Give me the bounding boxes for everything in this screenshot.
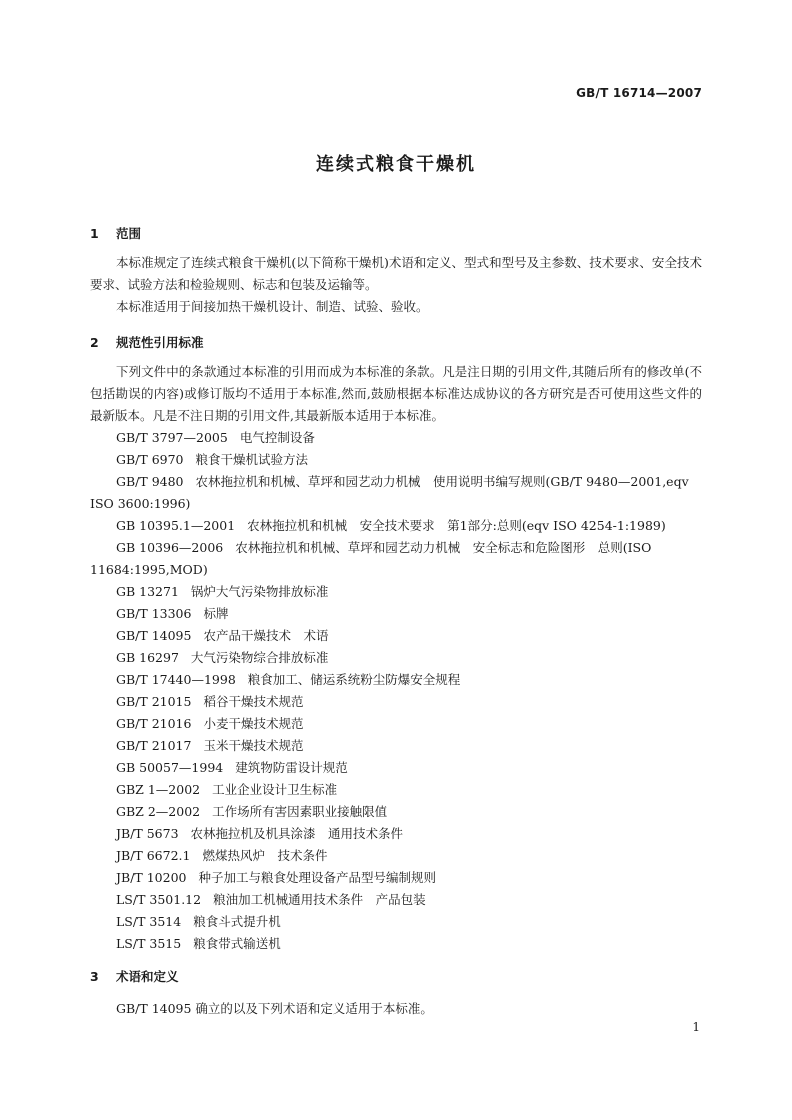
reference-item: GBZ 2—2002 工作场所有害因素职业接触限值 (116, 804, 388, 819)
reference-item: GB/T 13306 标牌 (116, 606, 229, 621)
section-title: 术语和定义 (116, 969, 179, 984)
reference-item: JB/T 10200 种子加工与粮食处理设备产品型号编制规则 (116, 870, 436, 885)
reference-item: GB/T 3797—2005 电气控制设备 (116, 430, 315, 445)
reference-item: LS/T 3501.12 粮油加工机械通用技术条件 产品包装 (116, 892, 426, 907)
reference-item: GB/T 21017 玉米干燥技术规范 (116, 738, 304, 753)
section-number: 1 (90, 226, 99, 241)
reference-item: GB 10395.1—2001 农林拖拉机和机械 安全技术要求 第1部分:总则(eqv ISO 4254-1:1989) (116, 518, 666, 533)
reference-item: GBZ 1—2002 工业企业设计卫生标准 (116, 782, 338, 797)
section-title: 范围 (116, 226, 142, 241)
section-title: 规范性引用标准 (116, 335, 204, 350)
section-1-heading (90, 224, 141, 242)
section-1-paragraph-2: 本标准适用于间接加热干燥机设计、制造、试验、验收。 (116, 299, 429, 314)
reference-item: JB/T 5673 农林拖拉机及机具涂漆 通用技术条件 (116, 826, 404, 841)
document-title: 连续式粮食干燥机 (316, 154, 476, 175)
section-3-heading (90, 967, 179, 985)
reference-item: GB/T 17440—1998 粮食加工、储运系统粉尘防爆安全规程 (116, 672, 461, 687)
reference-item: GB 16297 大气污染物综合排放标准 (116, 650, 329, 665)
reference-item: GB 13271 锅炉大气污染物排放标准 (116, 584, 329, 599)
reference-item: GB/T 14095 农产品干燥技术 术语 (116, 628, 329, 643)
reference-item: LS/T 3515 粮食带式输送机 (116, 936, 281, 951)
section-3-paragraph-1: GB/T 14095 确立的以及下列术语和定义适用于本标准。 (116, 1001, 433, 1016)
reference-item: GB/T 21015 稻谷干燥技术规范 (116, 694, 304, 709)
reference-item: GB 50057—1994 建筑物防雷设计规范 (116, 760, 348, 775)
reference-item: JB/T 6672.1 燃煤热风炉 技术条件 (116, 848, 328, 863)
reference-item: GB/T 9480 农林拖拉机和机械、草坪和园艺动力机械 使用说明书编写规则(GB/T 9480—2001,eqv ISO 3600:1996) (90, 474, 689, 511)
section-1-paragraph-1: 本标准规定了连续式粮食干燥机(以下简称干燥机)术语和定义、型式和型号及主参数、技术要求、安全技术要求、试验方法和检验规则、标志和包装及运输等。 (90, 255, 702, 292)
reference-item: LS/T 3514 粮食斗式提升机 (116, 914, 281, 929)
reference-item: GB 10396—2006 农林拖拉机和机械、草坪和园艺动力机械 安全标志和危险图形 总则(ISO 11684:1995,MOD) (90, 540, 652, 577)
reference-item: GB/T 6970 粮食干燥机试验方法 (116, 452, 309, 467)
page-number: 1 (692, 1020, 700, 1034)
reference-item: GB/T 21016 小麦干燥技术规范 (116, 716, 304, 731)
section-2-intro: 下列文件中的条款通过本标准的引用而成为本标准的条款。凡是注日期的引用文件,其随后所有的修改单(不包括勘误的内容)或修订版均不适用于本标准,然而,鼓励根据本标准达成协议的各方研究是否可使用这些文件的最新版本。凡是不注日期的引用文件,其最新版本适用于本标准。 (90, 364, 702, 423)
standard-code: GB/T 16714—2007 (576, 86, 702, 100)
section-2-heading (90, 333, 204, 351)
section-number: 3 (90, 969, 99, 984)
section-number: 2 (90, 335, 99, 350)
